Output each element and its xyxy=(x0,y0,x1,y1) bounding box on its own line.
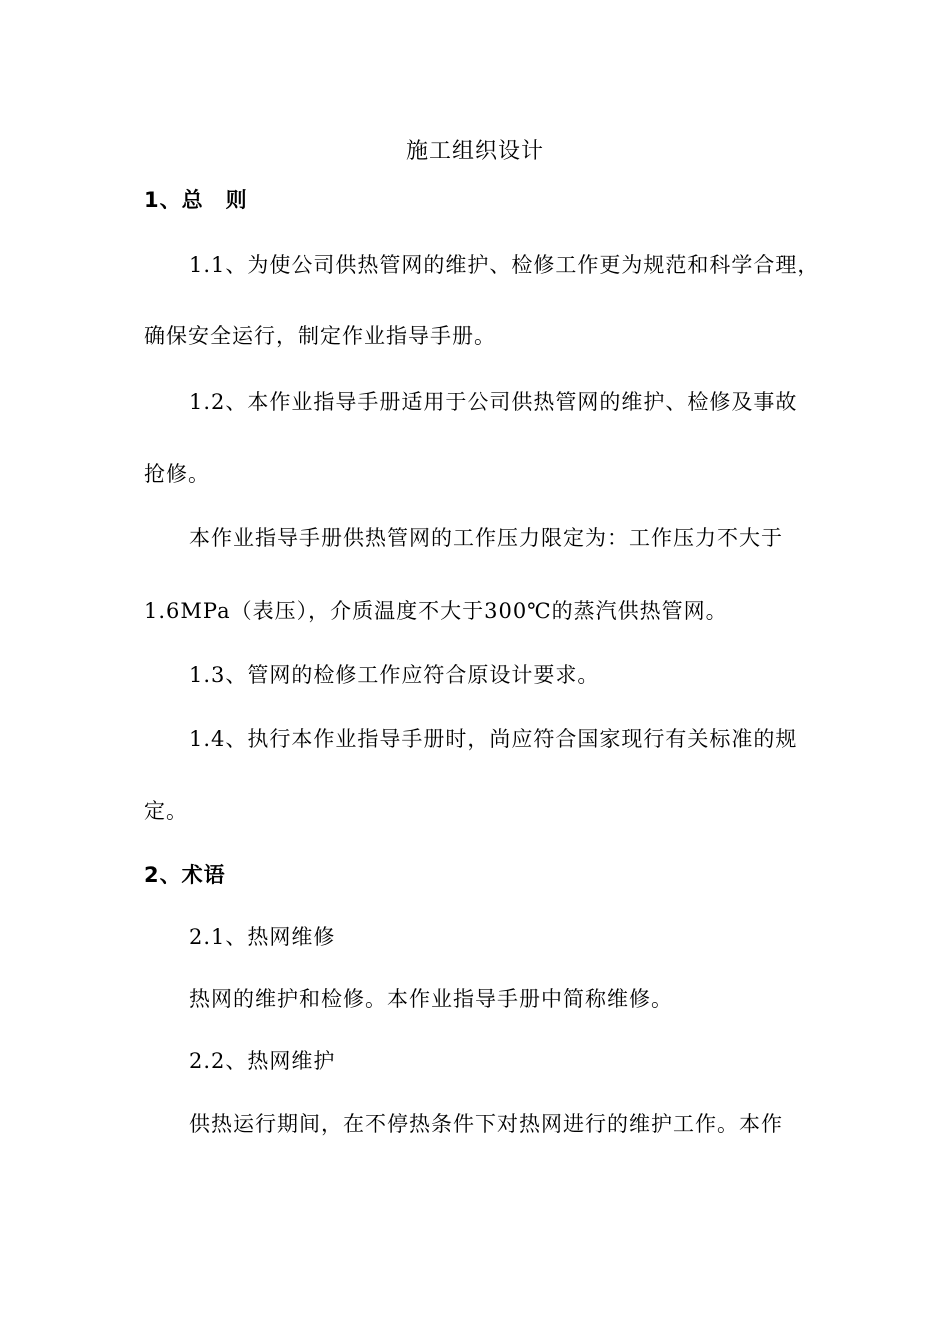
document-title: 施工组织设计 xyxy=(405,139,544,164)
term-2-1-title: 2.1、热网维修 xyxy=(189,925,336,949)
paragraph-1-1-line-2: 确保安全运行，制定作业指导手册。 xyxy=(144,324,496,348)
paragraph-1-4-line-1: 1.4、执行本作业指导手册时，尚应符合国家现行有关标准的规 xyxy=(189,727,798,751)
paragraph-1-3: 1.3、管网的检修工作应符合原设计要求。 xyxy=(189,663,600,687)
paragraph-1-1-line-1: 1.1、为使公司供热管网的维护、检修工作更为规范和科学合理， xyxy=(189,253,820,277)
section-heading-1: 1、总 则 xyxy=(144,188,248,212)
paragraph-scope-line-2: 1.6MPa（表压），介质温度不大于300℃的蒸汽供热管网。 xyxy=(144,599,728,623)
paragraph-scope-line-1: 本作业指导手册供热管网的工作压力限定为：工作压力不大于 xyxy=(189,526,783,550)
paragraph-1-4-line-2: 定。 xyxy=(144,799,188,823)
paragraph-1-2-line-2: 抢修。 xyxy=(144,462,210,486)
term-2-1-definition: 热网的维护和检修。本作业指导手册中简称维修。 xyxy=(189,987,673,1011)
section-heading-2: 2、术语 xyxy=(144,863,226,887)
term-2-2-definition: 供热运行期间，在不停热条件下对热网进行的维护工作。本作 xyxy=(189,1112,783,1136)
paragraph-1-2-line-1: 1.2、本作业指导手册适用于公司供热管网的维护、检修及事故 xyxy=(189,390,798,414)
term-2-2-title: 2.2、热网维护 xyxy=(189,1049,336,1073)
